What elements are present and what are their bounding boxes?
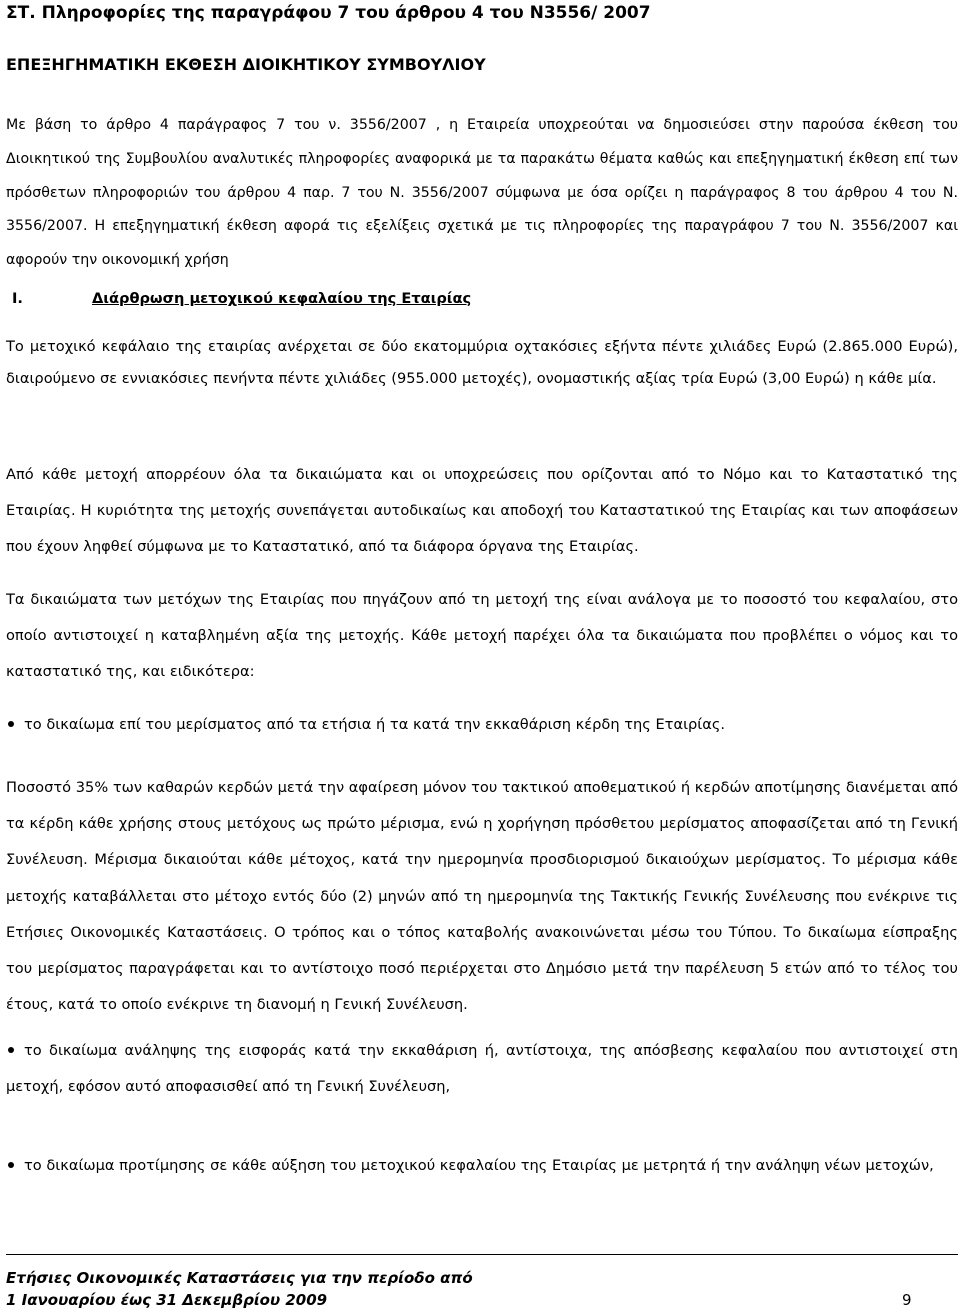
shareholder-rights-paragraph: Τα δικαιώματα των μετόχων της Εταιρίας που πηγάζουν από τη μετοχή της είναι ανάλογα με το ποσοστό του κεφαλαίου, στο οποίο αντιστοιχεί η καταβλημένη αξία της μετοχής. Κάθε μετοχή παρέχει όλα τα δικαιώματα που προβλέπει ο νόμος και το καταστατικό της, και ειδικότερα: <box>6 591 958 680</box>
rights-paragraph: Από κάθε μετοχή απορρέουν όλα τα δικαιώματα και οι υποχρεώσεις που ορίζονται από το Νόμο και το Καταστατικό της Εταιρίας. Η κυριότητα της μετοχής συνεπάγεται αυτοδικαίως και αποδοχή του Καταστατικού της Εταιρίας και των αποφάσεων που έχουν ληφθεί σύμφωνα με το Καταστατικό, από τα διάφορα όργανα της Εταιρίας. <box>6 466 958 555</box>
bullet-text: το δικαίωμα επί του μερίσματος από τα ετήσια ή τα κατά την εκκαθάριση κέρδη της Εταιρίας. <box>24 716 726 733</box>
section-title: Διάρθρωση μετοχικού κεφαλαίου της Εταιρίας <box>92 290 472 307</box>
footer-divider <box>6 1254 958 1255</box>
capital-paragraph: Το μετοχικό κεφάλαιο της εταιρίας ανέρχεται σε δύο εκατομμύρια οχτακόσιες εξήντα πέντε χιλιάδες Ευρώ (2.865.000 Ευρώ), διαιρούμενο σε εννιακόσιες πενήντα πέντε χιλιάδες (955.000 μετοχές), ονομαστικής αξίας τρία Ευρώ (3,00 Ευρώ) η κάθε μία. <box>6 338 958 387</box>
bullet-text: το δικαίωμα προτίμησης σε κάθε αύξηση του μετοχικού κεφαλαίου της Εταιρίας με μετρητά ή την ανάληψη νέων μετοχών, <box>24 1157 934 1174</box>
bullet-text: το δικαίωμα ανάληψης της εισφοράς κατά την εκκαθάριση ή, αντίστοιχα, της απόσβεσης κεφαλαίου που αντιστοιχεί στη μετοχή, εφόσον αυτό αποφασισθεί από τη Γενική Συνέλευση, <box>6 1042 958 1095</box>
bullet-item <box>6 707 958 743</box>
bullet-icon <box>8 1162 14 1168</box>
page-number: 9 <box>902 1291 912 1309</box>
footer-text-line2: 1 Ιανουαρίου έως 31 Δεκεμβρίου 2009 <box>6 1291 328 1309</box>
dividend-paragraph: Ποσοστό 35% των καθαρών κερδών μετά την αφαίρεση μόνον του τακτικού αποθεματικού ή κερδών αποτίμησης διανέμεται από τα κέρδη κάθε χρήσης στους μετόχους ως πρώτο μέρισμα, ενώ η χορήγηση πρόσθετου μερίσματος αποφασίζεται από τη Γενική Συνέλευση. Μέρισμα δικαιούται κάθε μέτοχος, κατά την ημερομηνία προσδιορισμού δικαιούχων μερίσματος. Το μέρισμα κάθε μετοχής καταβάλλεται στο μέτοχο εντός δύο (2) μηνών από τη ημερομηνία της Τακτικής Γενικής Συνέλευσης που ενέκρινε τις Ετήσιες Οικονομικές Καταστάσεις. Ο τρόπος και ο τόπος καταβολής ανακοινώνεται μέσω του Τύπου. Το δικαίωμα είσπραξης του μερίσματος παραγράφεται και το αντίστοιχο ποσό περιέρχεται στο Δημόσιο μετά την παρέλευση 5 ετών από το τέλος του έτους, κατά το οποίο ενέκρινε τη διανομή η Γενική Συνέλευση. <box>6 779 958 1014</box>
footer-text-line1: Ετήσιες Οικονομικές Καταστάσεις για την περίοδο από <box>6 1269 473 1287</box>
bullet-item <box>6 1148 958 1184</box>
section-heading <box>6 287 471 311</box>
intro-paragraph: Με βάση το άρθρο 4 παράγραφος 7 του ν. 3556/2007 , η Εταιρεία υποχρεούται να δημοσιεύσει στην παρούσα έκθεση του Διοικητικού της Συμβουλίου αναλυτικές πληροφορίες αναφορικά με τα παρακάτω θέματα καθώς και επεξηγηματική έκθεση επί των πρόσθετων πληροφοριών του άρθρου 4 παρ. 7 του Ν. 3556/2007 σύμφωνα με όσα ορίζει η παράγραφος 8 του άρθρου 4 του Ν. 3556/2007. Η επεξηγηματική έκθεση αφορά τις εξελίξεις σχετικά με τις πληροφορίες της παραγράφου 7 του Ν. 3556/2007 και αφορούν την οικονομική χρήση <box>6 117 958 269</box>
document-title: ΣΤ. Πληροφορίες της παραγράφου 7 του άρθρου 4 του Ν3556/ 2007 <box>6 3 651 23</box>
bullet-item <box>6 1033 958 1105</box>
bullet-icon <box>8 1047 14 1053</box>
document-subtitle: ΕΠΕΞΗΓΗΜΑΤΙΚΗ ΕΚΘΕΣΗ ΔΙΟΙΚΗΤΙΚΟΥ ΣΥΜΒΟΥΛΙΟΥ <box>6 55 486 74</box>
bullet-icon <box>8 721 14 727</box>
section-number: I. <box>12 290 23 307</box>
